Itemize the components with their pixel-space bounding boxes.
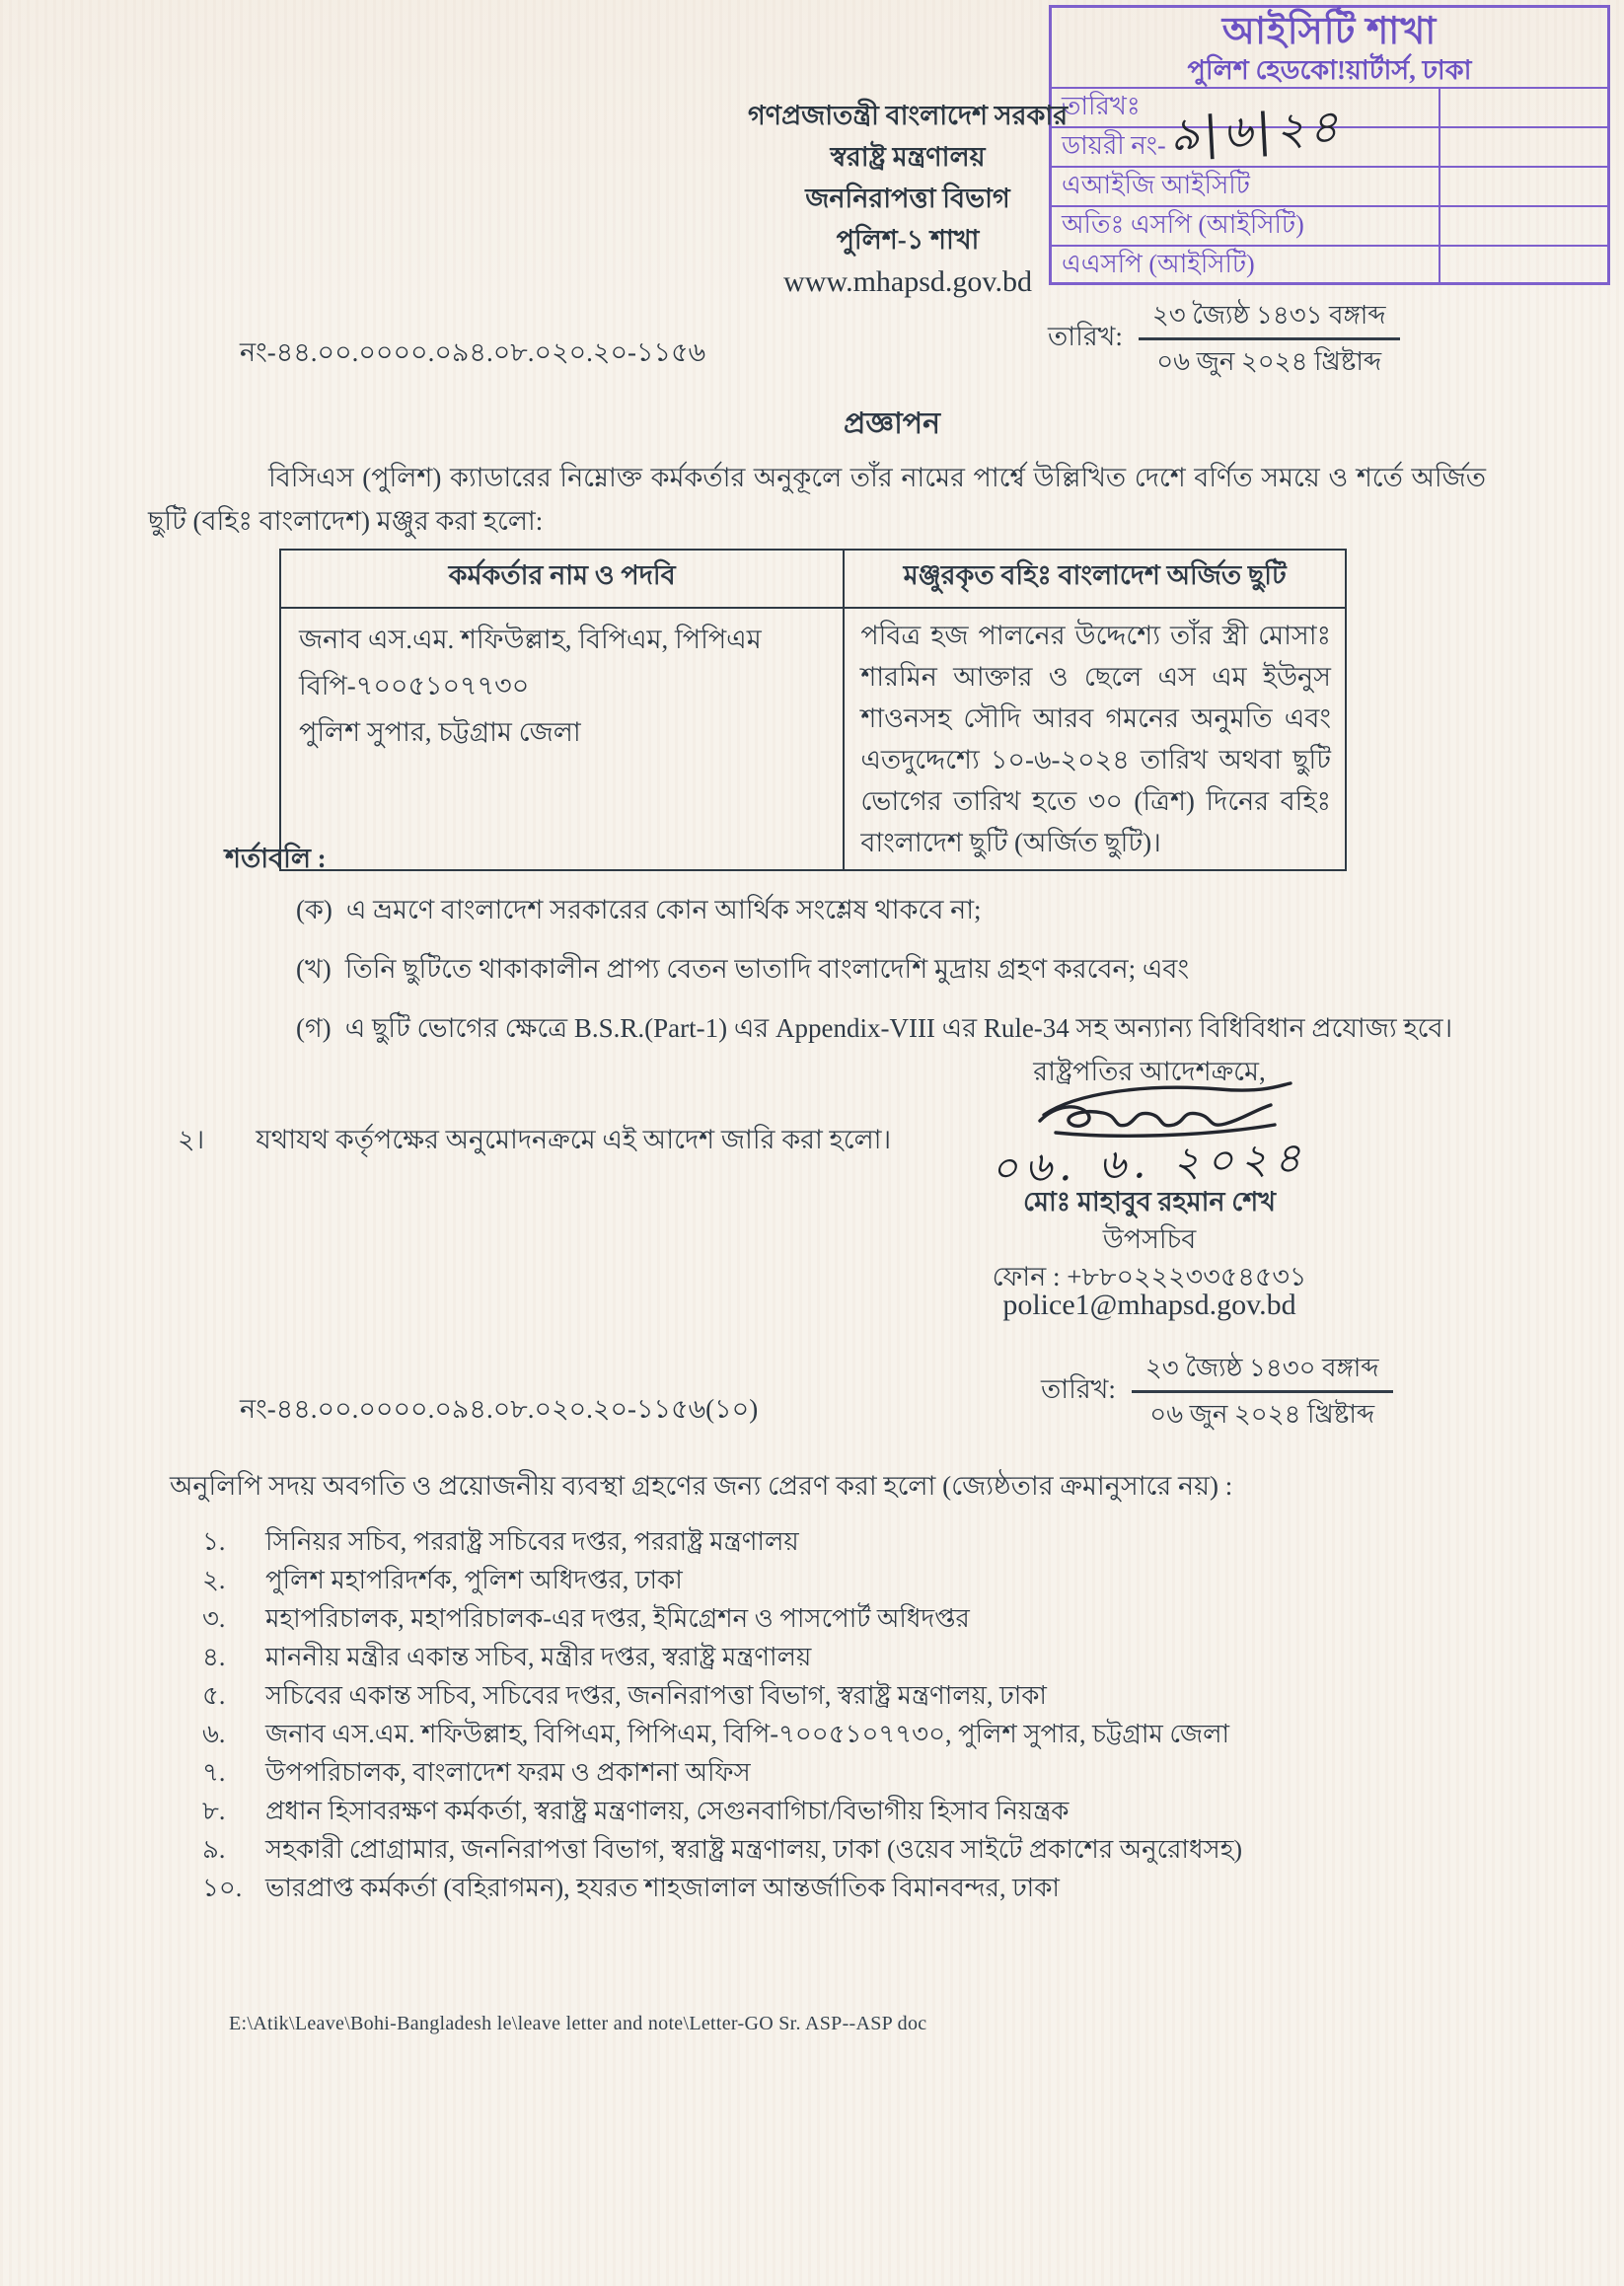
- list-item-number: ১.: [202, 1527, 226, 1556]
- leave-table-col1-header: কর্মকর্তার নাম ও পদবি: [281, 551, 845, 607]
- list-item-number: ৬.: [202, 1720, 226, 1748]
- stamp-diary-label: ডায়রী নং-: [1052, 128, 1440, 166]
- stamp-aig-value: [1440, 168, 1607, 205]
- list-item: [202, 1715, 1514, 1753]
- condition-item-ga: [296, 1011, 1549, 1046]
- date-bangla-2: ২৩ জ্যৈষ্ঠ ১৪৩০ বঙ্গাব্দ: [1132, 1352, 1393, 1393]
- stamp-subtitle: পুলিশ হেডকো!য়ার্টার্স, ঢাকা: [1187, 55, 1472, 85]
- condition-item-ka: [296, 893, 1549, 927]
- list-item: [202, 1869, 1514, 1907]
- signatory-name: মোঃ মাহাবুব রহমান শেখ: [1023, 1187, 1276, 1217]
- leave-table-col2-header: মঞ্জুরকৃত বহিঃ বাংলাদেশ অর্জিত ছুটি: [903, 560, 1287, 590]
- list-item: [202, 1676, 1514, 1715]
- date-label-1: তারিখ:: [1048, 322, 1123, 351]
- date-bangla-1: ২৩ জ্যৈষ্ঠ ১৪৩১ বঙ্গাব্দ: [1139, 299, 1400, 340]
- officer-bp-number: বিপি-৭০০৫১০৭৭৩০: [299, 671, 530, 701]
- list-item: [202, 1522, 1514, 1561]
- list-item: [202, 1561, 1514, 1599]
- list-item: [202, 1638, 1514, 1676]
- officer-name-line: জনাব এস.এম. শফিউল্লাহ, বিপিএম, পিপিএম: [299, 625, 762, 654]
- letterhead-website: www.mhapsd.gov.bd: [783, 265, 1032, 298]
- distribution-list: [202, 1522, 1514, 1907]
- signature-handwritten-date: ০৬. ৬. ২০২৪: [990, 1133, 1309, 1193]
- date-block-2: [1041, 1352, 1393, 1432]
- list-item-text: জনাব এস.এম. শফিউল্লাহ, বিপিএম, পিপিএম, বিপি-৭০০৫১০৭৭৩০, পুলিশ সুপার, চট্টগ্রাম জেলা: [265, 1720, 1230, 1748]
- list-item: [202, 1753, 1514, 1792]
- list-item-number: ২.: [202, 1566, 226, 1594]
- list-item: [202, 1599, 1514, 1638]
- list-item-text: প্রধান হিসাবরক্ষণ কর্মকর্তা, স্বরাষ্ট্র মন্ত্রণালয়, সেগুনবাগিচা/বিভাগীয় হিসাব নিয়ন্ত্রক: [265, 1797, 1070, 1825]
- letterhead-division: জননিরাপত্তা বিভাগ: [805, 184, 1010, 213]
- date-stack-1: [1139, 299, 1400, 379]
- signatory-designation: উপসচিব: [1102, 1224, 1197, 1254]
- list-item-text: সচিবের একান্ত সচিব, সচিবের দপ্তর, জননিরাপত্তা বিভাগ, স্বরাষ্ট্র মন্ত্রণালয়, ঢাকা: [265, 1681, 1047, 1710]
- notification-title: প্রজ্ঞাপন: [844, 407, 941, 440]
- stamp-handwritten-date: ৯|৬|২৪: [1168, 99, 1344, 162]
- list-item-number: ৮.: [202, 1797, 226, 1825]
- list-item-number: ৩.: [202, 1604, 226, 1633]
- stamp-date-value: [1440, 89, 1607, 126]
- list-item-text: উপপরিচালক, বাংলাদেশ ফরম ও প্রকাশনা অফিস: [265, 1758, 751, 1787]
- list-item-number: ৯.: [202, 1835, 226, 1864]
- letterhead: [671, 95, 1144, 304]
- list-item-text: পুলিশ মহাপরিদর্শক, পুলিশ অধিদপ্তর, ঢাকা: [265, 1566, 683, 1594]
- list-item: [202, 1792, 1514, 1830]
- list-item-text: সহকারী প্রোগ্রামার, জননিরাপত্তা বিভাগ, স্বরাষ্ট্র মন্ত্রণালয়, ঢাকা (ওয়েব সাইটে প্রকাশের অনুরোধসহ): [265, 1835, 1243, 1864]
- officer-post: পুলিশ সুপার, চট্টগ্রাম জেলা: [299, 717, 581, 747]
- distribution-heading: অনুলিপি সদয় অবগতি ও প্রয়োজনীয় ব্যবস্থা গ্রহণের জন্য প্রেরণ করা হলো (জ্যেষ্ঠতার ক্রমানুসারে নয়) :: [170, 1471, 1233, 1501]
- memo-number-2: নং-৪৪.০০.০০০০.০৯৪.০৮.০২০.২০-১১৫৬(১০): [240, 1394, 759, 1424]
- condition-text: তিনি ছুটিতে থাকাকালীন প্রাপ্য বেতন ভাতাদি বাংলাদেশি মুদ্রায় গ্রহণ করবেন; এবং: [344, 954, 1190, 984]
- stamp-addl-sp-value: [1440, 207, 1607, 245]
- letterhead-government: গণপ্রজাতন্ত্রী বাংলাদেশ সরকার: [747, 101, 1069, 130]
- clause-2-text: যথাযথ কর্তৃপক্ষের অনুমোদনক্রমে এই আদেশ জারি করা হলো।: [256, 1125, 892, 1154]
- signatory-email: police1@mhapsd.gov.bd: [1002, 1289, 1296, 1321]
- conditions-list: [296, 893, 1549, 1070]
- list-item: [202, 1830, 1514, 1869]
- stamp-asp-value: [1440, 247, 1607, 284]
- list-item-text: ভারপ্রাপ্ত কর্মকর্তা (বহিরাগমন), হযরত শাহজালাল আন্তর্জাতিক বিমানবন্দর, ঢাকা: [265, 1874, 1060, 1902]
- stamp-title: আইসিটি শাখা: [1221, 11, 1438, 52]
- leave-table-body-row: [281, 609, 1345, 869]
- letterhead-branch: পুলিশ-১ শাখা: [836, 225, 980, 255]
- list-item-text: মাননীয় মন্ত্রীর একান্ত সচিব, মন্ত্রীর দপ্তর, স্বরাষ্ট্র মন্ত্রণালয়: [265, 1643, 812, 1671]
- memo-number-1: নং-৪৪.০০.০০০০.০৯৪.০৮.০২০.২০-১১৫৬: [240, 337, 706, 367]
- leave-table: [279, 549, 1347, 871]
- condition-text: এ ভ্রমণে বাংলাদেশ সরকারের কোন আর্থিক সংশ্লেষ থাকবে না;: [345, 895, 982, 924]
- officer-name-cell: [281, 609, 845, 869]
- leave-details-cell: পবিত্র হজ পালনের উদ্দেশ্যে তাঁর স্ত্রী মোসাঃ শারমিন আক্তার ও ছেলে এস এম ইউনুস শাওনসহ সৌদি আরব গমনের অনুমতি এবং এতদুদ্দেশ্যে ১০-৬-২০২৪ তারিখ অথবা ছুটি ভোগের তারিখ হতে ৩০ (ত্রিশ) দিনের বহিঃ বাংলাদেশ ছুটি (অর্জিত ছুটি)।: [860, 621, 1331, 857]
- signatory-phone: ফোন : +৮৮০২২২৩৩৫৪৫৩১: [992, 1262, 1307, 1291]
- date-label-2: তারিখ:: [1041, 1374, 1116, 1404]
- date-gregorian-1: ০৬ জুন ২০২৪ খ্রিষ্টাব্দ: [1156, 347, 1382, 376]
- letterhead-ministry: স্বরাষ্ট্র মন্ত্রণালয়: [830, 142, 986, 172]
- list-item-text: সিনিয়র সচিব, পররাষ্ট্র সচিবের দপ্তর, পররাষ্ট্র মন্ত্রণালয়: [265, 1527, 799, 1556]
- condition-marker: (খ): [296, 954, 332, 984]
- date-gregorian-2: ০৬ জুন ২০২৪ খ্রিষ্টাব্দ: [1149, 1400, 1375, 1429]
- list-item-number: ১০.: [202, 1874, 243, 1902]
- clause-2-marker: ২।: [178, 1125, 205, 1154]
- condition-marker: (ক): [296, 895, 332, 924]
- conditions-heading: শর্তাবলি :: [225, 844, 327, 873]
- stamp-asp-label: এএসপি (আইসিটি): [1052, 247, 1440, 284]
- stamp-diary-value: [1440, 128, 1607, 166]
- leave-table-header-row: [281, 551, 1345, 609]
- footer-file-path: E:\Atik\Leave\Bohi-Bangladesh le\leave letter and note\Letter-GO Sr. ASP--ASP doc: [229, 2013, 927, 2034]
- date-block-1: [1048, 299, 1400, 379]
- condition-text: এ ছুটি ভোগের ক্ষেত্রে B.S.R.(Part-1) এর Appendix-VIII এর Rule-34 সহ অন্যান্য বিধিবিধান প্রযোজ্য হবে।: [344, 1013, 1453, 1043]
- stamp-aig-label: এআইজি আইসিটি: [1052, 168, 1440, 205]
- list-item-text: মহাপরিচালক, মহাপরিচালক-এর দপ্তর, ইমিগ্রেশন ও পাসপোর্ট অধিদপ্তর: [265, 1604, 970, 1633]
- stamp-date-label: তারিখঃ: [1052, 89, 1440, 126]
- stamp-addl-sp-label: অতিঃ এসপি (আইসিটি): [1052, 207, 1440, 245]
- condition-marker: (গ): [296, 1013, 332, 1043]
- list-item-number: ৭.: [202, 1758, 226, 1787]
- date-stack-2: [1132, 1352, 1393, 1432]
- list-item-number: ৫.: [202, 1681, 226, 1710]
- clause-2: [178, 1120, 891, 1164]
- by-order-text: রাষ্ট্রপতির আদেশক্রমে,: [1033, 1057, 1266, 1086]
- list-item-number: ৪.: [202, 1643, 226, 1671]
- opening-paragraph: বিসিএস (পুলিশ) ক্যাডারের নিম্নোক্ত কর্মকর্তার অনুকূলে তাঁর নামের পার্শ্বে উল্লিখিত দেশে বর্ণিত সময়ে ও শর্তে অর্জিত ছুটি (বহিঃ বাংলাদেশ) মঞ্জুর করা হলো:: [148, 463, 1486, 536]
- condition-item-kha: [296, 952, 1549, 987]
